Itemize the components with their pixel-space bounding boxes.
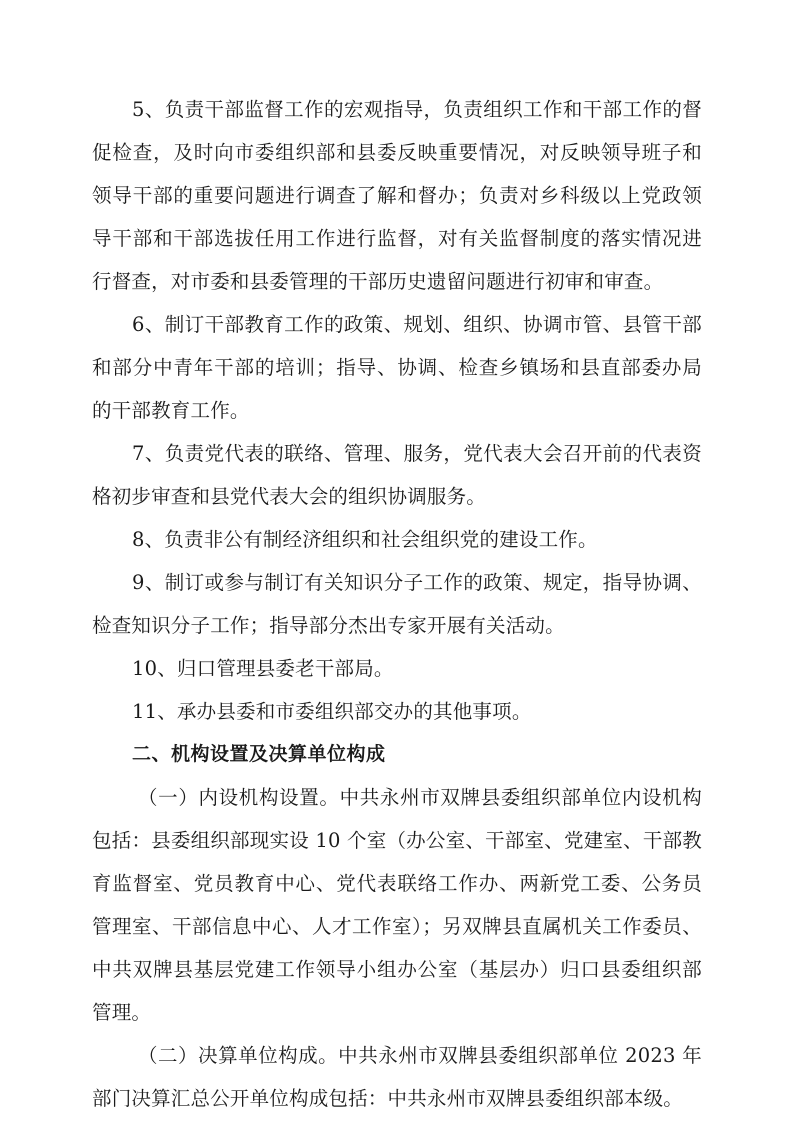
paragraph-subsection-one: （一）内设机构设置。中共永州市双牌县委组织部单位内设机构包括：县委组织部现实设 10 个室（办公室、干部室、党建室、干部教育监督室、党员教育中心、党代表联络工作办、两新党工委、公务员管理室、干部信息中心、人才工作室）；另双牌县直属机关工作委员、中共双牌县基层党建工作领导小组办公室（基层办）归口县委组织部管理。 bbox=[92, 786, 702, 1024]
paragraph-item-7: 7、负责党代表的联络、管理、服务，党代表大会召开前的代表资格初步审查和县党代表大会的组织协调服务。 bbox=[92, 442, 702, 508]
paragraph-item-5: 5、负责干部监督工作的宏观指导，负责组织工作和干部工作的督促检查，及时向市委组织部和县委反映重要情况，对反映领导班子和领导干部的重要问题进行调查了解和督办；负责对乡科级以上党政领导干部和干部选拔任用工作进行监督，对有关监督制度的落实情况进行督查，对市委和县委管理的干部历史遗留问题进行初审和审查。 bbox=[92, 98, 702, 293]
document-body bbox=[92, 88, 702, 1120]
paragraph-item-10: 10、归口管理县委老干部局。 bbox=[132, 657, 394, 680]
paragraph-item-8: 8、负责非公有制经济组织和社会组织党的建设工作。 bbox=[132, 528, 598, 551]
section-heading-two: 二、机构设置及决算单位构成 bbox=[132, 743, 386, 765]
paragraph-item-6: 6、制订干部教育工作的政策、规划、组织、协调市管、县管干部和部分中青年干部的培训；指导、协调、检查乡镇场和县直部委办局的干部教育工作。 bbox=[92, 313, 702, 422]
paragraph-subsection-two: （二）决算单位构成。中共永州市双牌县委组织部单位 2023 年部门决算汇总公开单位构成包括：中共永州市双牌县委组织部本级。 bbox=[92, 1044, 702, 1110]
paragraph-item-11: 11、承办县委和市委组织部交办的其他事项。 bbox=[132, 700, 532, 723]
paragraph-item-9: 9、制订或参与制订有关知识分子工作的政策、规定，指导协调、检查知识分子工作；指导部分杰出专家开展有关活动。 bbox=[92, 571, 702, 637]
